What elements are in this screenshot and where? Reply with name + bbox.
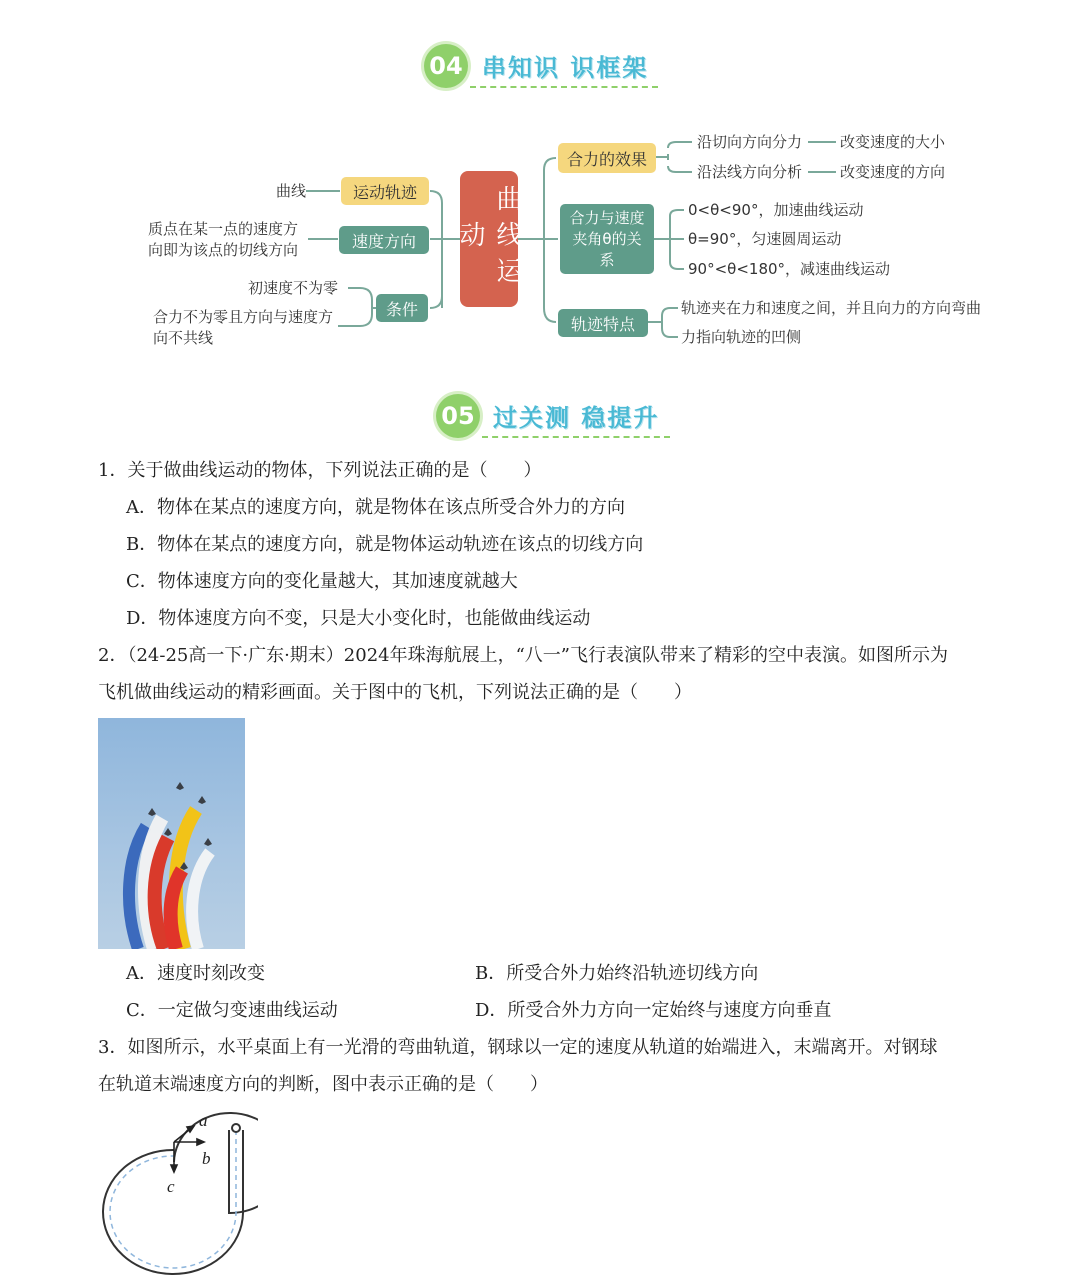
q1-option-b: B．物体在某点的速度方向，就是物体运动轨迹在该点的切线方向 [126,534,644,555]
q1-option-a: A．物体在某点的速度方向，就是物体在该点所受合外力的方向 [126,497,625,518]
q2-stem-line2: 飞机做曲线运动的精彩画面。关于图中的飞机，下列说法正确的是（ ） [98,682,692,703]
q1-stem: 1．关于做曲线运动的物体，下列说法正确的是（ ） [98,460,542,481]
label-change-speed-direction: 改变速度的方向 [840,163,946,181]
section-05-title: 过关测 稳提升 [493,404,660,432]
section-05-underline [482,436,670,438]
label-trajectory-between: 轨迹夹在力和速度之间，并且向力的方向弯曲 [681,299,982,317]
label-normal-component: 沿法线方向分析 [697,163,803,181]
label-tangential-component: 沿切向方向分力 [697,133,803,151]
label-net-force-condition: 合力不为零且方向与速度方向不共线 [153,308,334,347]
section-04-title: 串知识 识框架 [482,54,649,82]
q1-option-d: D．物体速度方向不变，只是大小变化时，也能做曲线运动 [126,608,591,629]
section-04-number: 04 [429,52,463,80]
label-angle-acute: 0<θ<90°，加速曲线运动 [688,201,864,219]
node-conditions: 条件 [376,294,428,322]
q1-option-c: C．物体速度方向的变化量越大，其加速度就越大 [126,571,518,592]
center-node-curvilinear-motion: 曲线运动 [460,171,518,307]
arrow-label-c: c [167,1177,175,1196]
q2-option-d: D．所受合外力方向一定始终与速度方向垂直 [475,1000,832,1021]
node-net-force-effect: 合力的效果 [558,143,656,173]
q2-stem-line1: 2．（24-25高一下·广东·期末）2024年珠海航展上，“八一”飞行表演队带来了精彩的空中表演。如图所示为 [98,645,948,666]
airshow-smoke-trails [98,718,245,949]
node-angle-relation: 合力与速度夹角θ的关系 [560,204,654,274]
node-velocity-direction: 速度方向 [339,226,429,254]
section-05-badge [436,394,480,438]
label-angle-right: θ=90°，匀速圆周运动 [688,230,842,248]
curved-track-diagram [98,1108,258,1278]
label-angle-obtuse: 90°<θ<180°，减速曲线运动 [688,260,891,278]
section-05-number: 05 [441,402,475,430]
label-initial-velocity: 初速度不为零 [248,279,339,297]
label-velocity-tangent: 质点在某一点的速度方向即为该点的切线方向 [148,220,299,259]
q2-option-a: A．速度时刻改变 [126,963,265,984]
label-change-speed-magnitude: 改变速度的大小 [840,133,946,151]
q3-stem-line1: 3．如图所示，水平桌面上有一光滑的弯曲轨道，钢球以一定的速度从轨道的始端进入，末端离开。对钢球 [98,1037,938,1058]
arrow-label-a: a [199,1111,208,1130]
airshow-photo [98,718,245,949]
label-curve: 曲线 [276,182,307,200]
label-force-concave: 力指向轨迹的凹侧 [681,328,802,346]
arrow-label-b: b [202,1149,211,1168]
q2-option-c: C．一定做匀变速曲线运动 [126,1000,338,1021]
node-trajectory: 运动轨迹 [341,177,429,205]
q3-stem-line2: 在轨道末端速度方向的判断，图中表示正确的是（ ） [98,1074,548,1095]
node-trajectory-features: 轨迹特点 [558,309,648,337]
q2-option-b: B．所受合外力始终沿轨迹切线方向 [475,963,759,984]
